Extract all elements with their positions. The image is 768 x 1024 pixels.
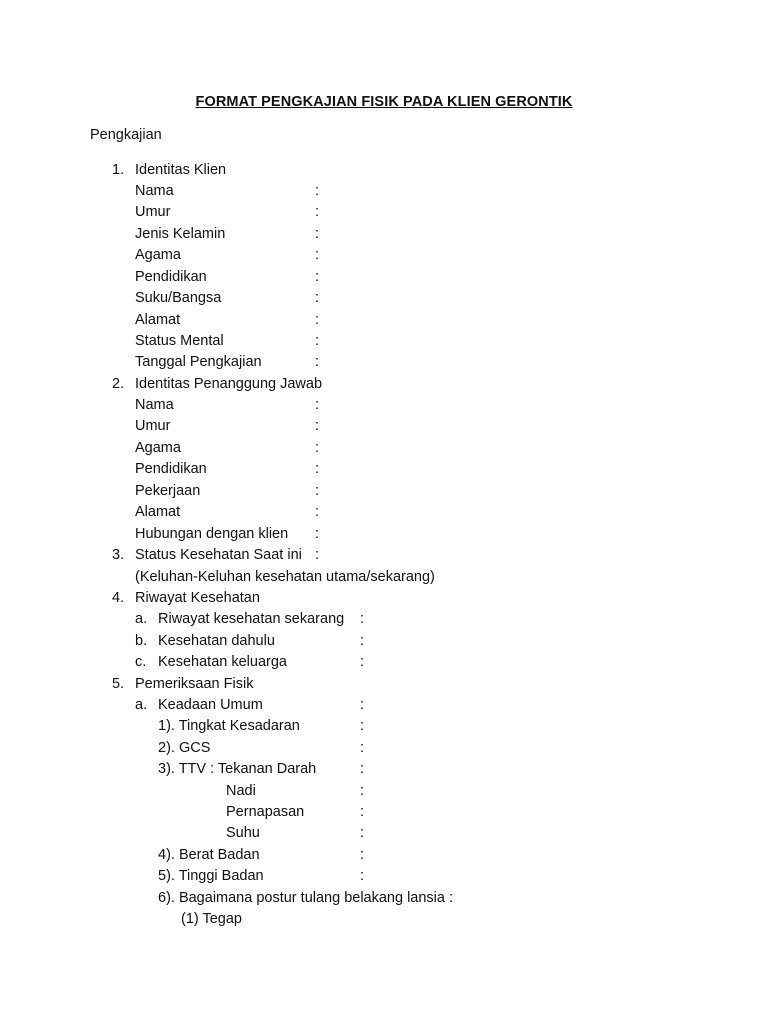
form-row bbox=[0, 631, 768, 653]
form-row bbox=[0, 866, 768, 888]
field-colon: : bbox=[360, 868, 365, 884]
field-label: Pekerjaan bbox=[135, 483, 201, 499]
field-label: Keadaan Umum bbox=[158, 697, 263, 713]
section-3-note bbox=[0, 567, 768, 589]
field-label: Jenis Kelamin bbox=[135, 226, 226, 242]
section-2-heading bbox=[0, 374, 768, 396]
form-row bbox=[0, 609, 768, 631]
section-5-label: Pemeriksaan Fisik bbox=[135, 676, 254, 692]
field-colon: : bbox=[360, 761, 365, 777]
field-label: Hubungan dengan klien bbox=[135, 526, 289, 542]
field-label: Alamat bbox=[135, 504, 181, 520]
option-row bbox=[0, 909, 768, 931]
form-row bbox=[0, 802, 768, 824]
field-colon: : bbox=[315, 418, 320, 434]
form-row bbox=[0, 823, 768, 845]
section-3-label: Status Kesehatan Saat ini bbox=[135, 547, 302, 563]
field-label: Agama bbox=[135, 247, 181, 263]
field-label: Nama bbox=[135, 183, 174, 199]
form-row bbox=[0, 652, 768, 674]
field-colon: : bbox=[315, 440, 320, 456]
form-row bbox=[0, 481, 768, 503]
form-row bbox=[0, 438, 768, 460]
section-2-label: Identitas Penanggung Jawab bbox=[135, 376, 323, 392]
field-label: 5). Tinggi Badan bbox=[158, 868, 264, 884]
form-row bbox=[0, 502, 768, 524]
field-colon: : bbox=[315, 226, 320, 242]
section-1-label: Identitas Klien bbox=[135, 162, 227, 178]
section-label: Pengkajian bbox=[90, 127, 162, 143]
list-number: 2. bbox=[112, 376, 125, 392]
field-label: 2). GCS bbox=[158, 740, 211, 756]
option-text: (1) Tegap bbox=[181, 911, 242, 927]
question-text: 6). Bagaimana postur tulang belakang lansia : bbox=[158, 890, 454, 906]
field-colon: : bbox=[360, 611, 365, 627]
field-colon: : bbox=[315, 333, 320, 349]
field-colon: : bbox=[360, 804, 365, 820]
form-row bbox=[0, 267, 768, 289]
field-label: Nadi bbox=[226, 783, 256, 799]
form-row bbox=[0, 888, 768, 910]
field-colon: : bbox=[315, 312, 320, 328]
field-label: Umur bbox=[135, 418, 171, 434]
form-row bbox=[0, 781, 768, 803]
form-row bbox=[0, 459, 768, 481]
form-row bbox=[0, 416, 768, 438]
field-colon: : bbox=[360, 825, 365, 841]
field-label: Status Mental bbox=[135, 333, 224, 349]
field-colon: : bbox=[360, 654, 365, 670]
form-row bbox=[0, 695, 768, 717]
form-row bbox=[0, 331, 768, 353]
field-label: Pernapasan bbox=[226, 804, 305, 820]
field-colon: : bbox=[315, 204, 320, 220]
section-4-heading bbox=[0, 588, 768, 610]
field-colon: : bbox=[315, 526, 320, 542]
field-colon: : bbox=[315, 354, 320, 370]
form-row bbox=[0, 716, 768, 738]
field-label: Tanggal Pengkajian bbox=[135, 354, 262, 370]
form-row bbox=[0, 738, 768, 760]
field-label: Umur bbox=[135, 204, 171, 220]
field-label: Alamat bbox=[135, 312, 181, 328]
field-label: 4). Berat Badan bbox=[158, 847, 260, 863]
form-row bbox=[0, 202, 768, 224]
list-number: 5. bbox=[112, 676, 125, 692]
field-colon: : bbox=[360, 633, 365, 649]
document-title: FORMAT PENGKAJIAN FISIK PADA KLIEN GERONTIK bbox=[195, 94, 573, 110]
form-row bbox=[0, 288, 768, 310]
field-colon: : bbox=[360, 697, 365, 713]
field-colon: : bbox=[360, 847, 365, 863]
field-label: 1). Tingkat Kesadaran bbox=[158, 718, 300, 734]
field-label: Riwayat kesehatan sekarang bbox=[158, 611, 345, 627]
field-colon: : bbox=[360, 740, 365, 756]
section-4-label: Riwayat Kesehatan bbox=[135, 590, 260, 606]
list-letter: b. bbox=[135, 633, 148, 649]
form-row bbox=[0, 524, 768, 546]
list-letter: a. bbox=[135, 697, 148, 713]
form-row bbox=[0, 845, 768, 867]
note-text: (Keluhan-Keluhan kesehatan utama/sekarang) bbox=[135, 569, 435, 585]
field-label: Kesehatan dahulu bbox=[158, 633, 275, 649]
section-1-heading bbox=[0, 160, 768, 182]
form-row bbox=[0, 181, 768, 203]
field-colon: : bbox=[315, 504, 320, 520]
form-row bbox=[0, 759, 768, 781]
field-label: Pendidikan bbox=[135, 269, 207, 285]
field-label: Suhu bbox=[226, 825, 260, 841]
section-3-heading bbox=[0, 545, 768, 567]
field-colon: : bbox=[315, 183, 320, 199]
field-colon: : bbox=[315, 290, 320, 306]
field-colon: : bbox=[315, 483, 320, 499]
field-label: Nama bbox=[135, 397, 174, 413]
form-row bbox=[0, 352, 768, 374]
form-row bbox=[0, 245, 768, 267]
list-letter: a. bbox=[135, 611, 148, 627]
list-letter: c. bbox=[135, 654, 147, 670]
list-number: 3. bbox=[112, 547, 125, 563]
field-colon: : bbox=[315, 547, 320, 563]
section-5-heading bbox=[0, 674, 768, 696]
list-number: 1. bbox=[112, 162, 125, 178]
field-colon: : bbox=[315, 461, 320, 477]
field-colon: : bbox=[315, 269, 320, 285]
field-label: Kesehatan keluarga bbox=[158, 654, 287, 670]
field-colon: : bbox=[315, 247, 320, 263]
field-label: Pendidikan bbox=[135, 461, 207, 477]
field-label: Suku/Bangsa bbox=[135, 290, 222, 306]
field-colon: : bbox=[315, 397, 320, 413]
field-colon: : bbox=[360, 718, 365, 734]
form-row bbox=[0, 310, 768, 332]
form-row bbox=[0, 224, 768, 246]
list-number: 4. bbox=[112, 590, 125, 606]
form-row bbox=[0, 395, 768, 417]
field-label: 3). TTV : Tekanan Darah bbox=[158, 761, 317, 777]
field-label: Agama bbox=[135, 440, 181, 456]
field-colon: : bbox=[360, 783, 365, 799]
